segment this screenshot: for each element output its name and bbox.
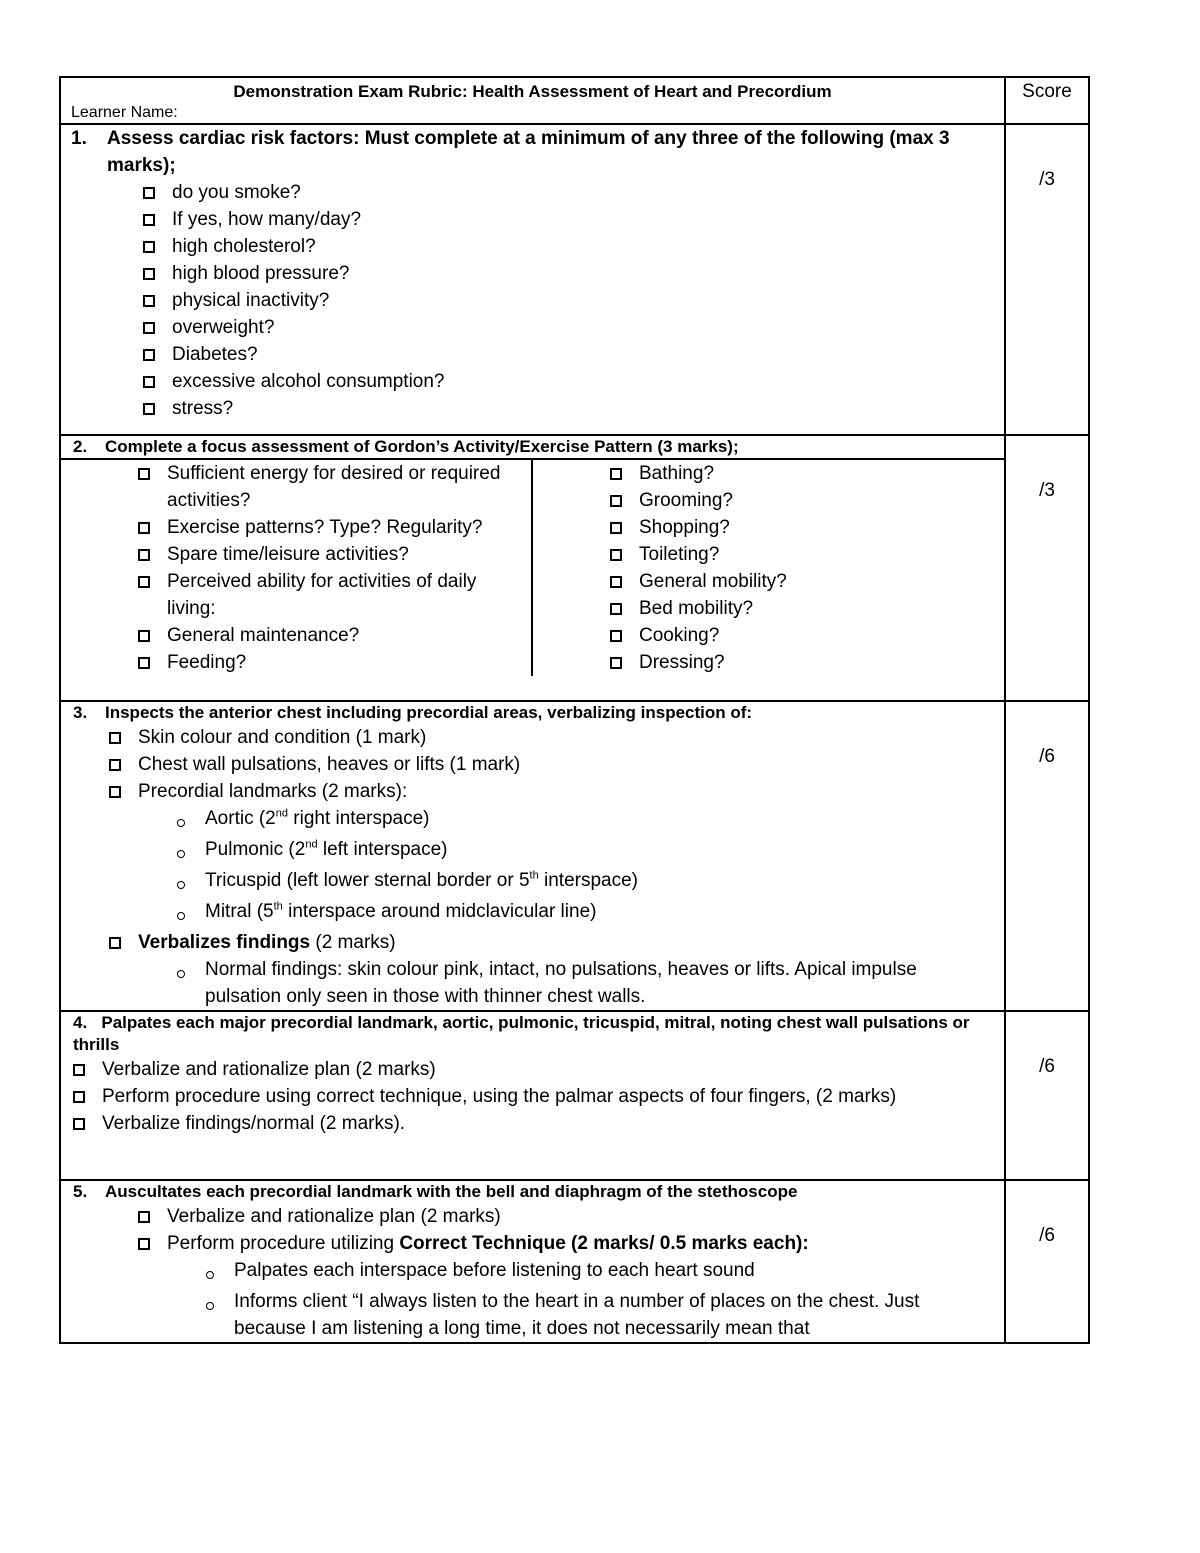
checkbox-icon [73,1064,85,1076]
section-1-row [60,124,1089,435]
list-item: Tricuspid (left lower sternal border or 5th interspace) [177,867,1004,898]
section-3-row [60,701,1089,1011]
list-item: Spare time/leisure activities? [138,541,523,568]
list-item: do you smoke? [143,179,1004,206]
checkbox-icon [143,268,155,280]
section-1-score-cell [1005,124,1089,435]
list-item: Verbalize and rationalize plan (2 marks) [73,1056,964,1083]
list-item: Pulmonic (2nd left interspace) [177,836,1004,867]
circle-bullet-icon [206,1271,214,1279]
section-2-score: /3 [1039,480,1055,501]
list-item: Skin colour and condition (1 mark) [109,724,1004,751]
checkbox-icon [138,1211,150,1223]
list-item: Bed mobility? [610,595,1004,622]
checkbox-icon [73,1118,85,1130]
section-3-number: 3. [73,703,88,722]
checkbox-icon [109,759,121,771]
header-cell [60,77,1005,124]
section-5-content [60,1180,1005,1343]
list-item: Shopping? [610,514,1004,541]
section-3-heading [61,702,1004,724]
list-item: Diabetes? [143,341,1004,368]
circle-bullet-icon [177,881,185,889]
checkbox-icon [109,937,121,949]
section-2-columns [61,460,1004,676]
circle-bullet-icon [177,970,185,978]
list-item: Grooming? [610,487,1004,514]
section-2-content [60,435,1005,701]
checkbox-icon [109,786,121,798]
checkbox-icon [610,657,622,669]
checkbox-icon [143,322,155,334]
list-item: Verbalize and rationalize plan (2 marks) [138,1203,1004,1230]
list-item: high blood pressure? [143,260,1004,287]
checkbox-icon [143,403,155,415]
list-item: General maintenance? [138,622,523,649]
list-item: Informs client “I always listen to the heart in a number of places on the chest. Just because I am listening a long time, it does not necessarily mean that [206,1288,1004,1342]
checkbox-icon [143,349,155,361]
list-item: excessive alcohol consumption? [143,368,1004,395]
section-2-number: 2. [73,437,88,456]
list-item: Normal findings: skin colour pink, intact, no pulsations, heaves or lifts. Apical impulse pulsation only seen in those with thinner chest walls. [177,956,1004,1010]
section-2-heading-text: Complete a focus assessment of Gordon’s Activity/Exercise Pattern (3 marks); [105,437,739,456]
list-item: physical inactivity? [143,287,1004,314]
section-5-score-cell [1005,1180,1089,1343]
rubric-title: Demonstration Exam Rubric: Health Assessment of Heart and Precordium [233,82,832,101]
checkbox-icon [143,295,155,307]
section-1-score: /3 [1039,169,1055,190]
checkbox-icon [610,468,622,480]
checkbox-icon [143,187,155,199]
section-4-heading-text: Palpates each major precordial landmark, aortic, pulmonic, tricuspid, mitral, noting chest wall pulsations or thrills [73,1013,970,1054]
list-item: Sufficient energy for desired or required activities? [138,460,523,514]
header-row [60,77,1089,124]
checkbox-icon [610,495,622,507]
list-item: If yes, how many/day? [143,206,1004,233]
list-item: General mobility? [610,568,1004,595]
checkbox-icon [138,549,150,561]
section-3-score-cell [1005,701,1089,1011]
list-item: Perform procedure using correct technique, using the palmar aspects of four fingers, (2 marks) [73,1083,964,1110]
section-1-heading-text: Assess cardiac risk factors: Must complete at a minimum of any three of the following (max 3 marks); [107,128,950,176]
section-4-score: /6 [1039,1056,1055,1077]
list-item: stress? [143,395,1004,422]
checkbox-icon [143,214,155,226]
section-2-right-column [532,460,1004,676]
list-item: Bathing? [610,460,1004,487]
rubric-table [59,76,1090,1344]
list-item: Precordial landmarks (2 marks): [109,778,1004,805]
list-item: high cholesterol? [143,233,1004,260]
list-item: Dressing? [610,649,1004,676]
score-header [1005,77,1089,124]
list-item: Toileting? [610,541,1004,568]
checkbox-icon [138,522,150,534]
checkbox-icon [610,603,622,615]
list-item: Exercise patterns? Type? Regularity? [138,514,523,541]
circle-bullet-icon [177,850,185,858]
score-header-label: Score [1022,81,1072,102]
section-5-score: /6 [1039,1225,1055,1246]
checkbox-icon [138,576,150,588]
section-4-score-cell [1005,1011,1089,1180]
checkbox-icon [138,1238,150,1250]
checkbox-icon [610,576,622,588]
checkbox-icon [143,241,155,253]
checkbox-icon [109,732,121,744]
section-2-heading [61,436,1004,460]
circle-bullet-icon [177,819,185,827]
list-item: Chest wall pulsations, heaves or lifts (1 mark) [109,751,1004,778]
section-1-content [60,124,1005,435]
list-item: Perform procedure utilizing Correct Technique (2 marks/ 0.5 marks each): [138,1230,1004,1257]
section-1-number: 1. [71,128,87,149]
list-item: Verbalize findings/normal (2 marks). [73,1110,964,1137]
list-item: Verbalizes findings (2 marks) [109,929,1004,956]
section-4-content [60,1011,1005,1180]
section-5-row [60,1180,1089,1343]
list-item: Palpates each interspace before listening to each heart sound [206,1257,1004,1288]
section-5-number: 5. [73,1182,88,1201]
checkbox-icon [138,468,150,480]
section-4-heading [61,1012,1004,1056]
section-5-heading [61,1181,1004,1203]
checkbox-icon [610,522,622,534]
section-4-number: 4. [73,1013,88,1032]
section-3-content [60,701,1005,1011]
list-item: Mitral (5th interspace around midclavicular line) [177,898,1004,929]
list-item: Cooking? [610,622,1004,649]
section-2-left-column [61,460,532,676]
checkbox-icon [610,630,622,642]
list-item: Feeding? [138,649,523,676]
section-2-score-cell [1005,435,1089,701]
section-1-heading [61,125,1004,179]
checkbox-icon [138,630,150,642]
list-item: Aortic (2nd right interspace) [177,805,1004,836]
checkbox-icon [73,1091,85,1103]
section-2-row [60,435,1089,701]
circle-bullet-icon [177,912,185,920]
checkbox-icon [610,549,622,561]
checkbox-icon [138,657,150,669]
list-item: Perceived ability for activities of daily living: [138,568,523,622]
section-3-heading-text: Inspects the anterior chest including precordial areas, verbalizing inspection of: [105,703,753,722]
section-5-heading-text: Auscultates each precordial landmark with the bell and diaphragm of the stethoscope [105,1182,798,1201]
checkbox-icon [143,376,155,388]
section-4-row [60,1011,1089,1180]
learner-name-label: Learner Name: [71,104,178,121]
list-item: overweight? [143,314,1004,341]
section-3-score: /6 [1039,746,1055,767]
circle-bullet-icon [206,1302,214,1310]
